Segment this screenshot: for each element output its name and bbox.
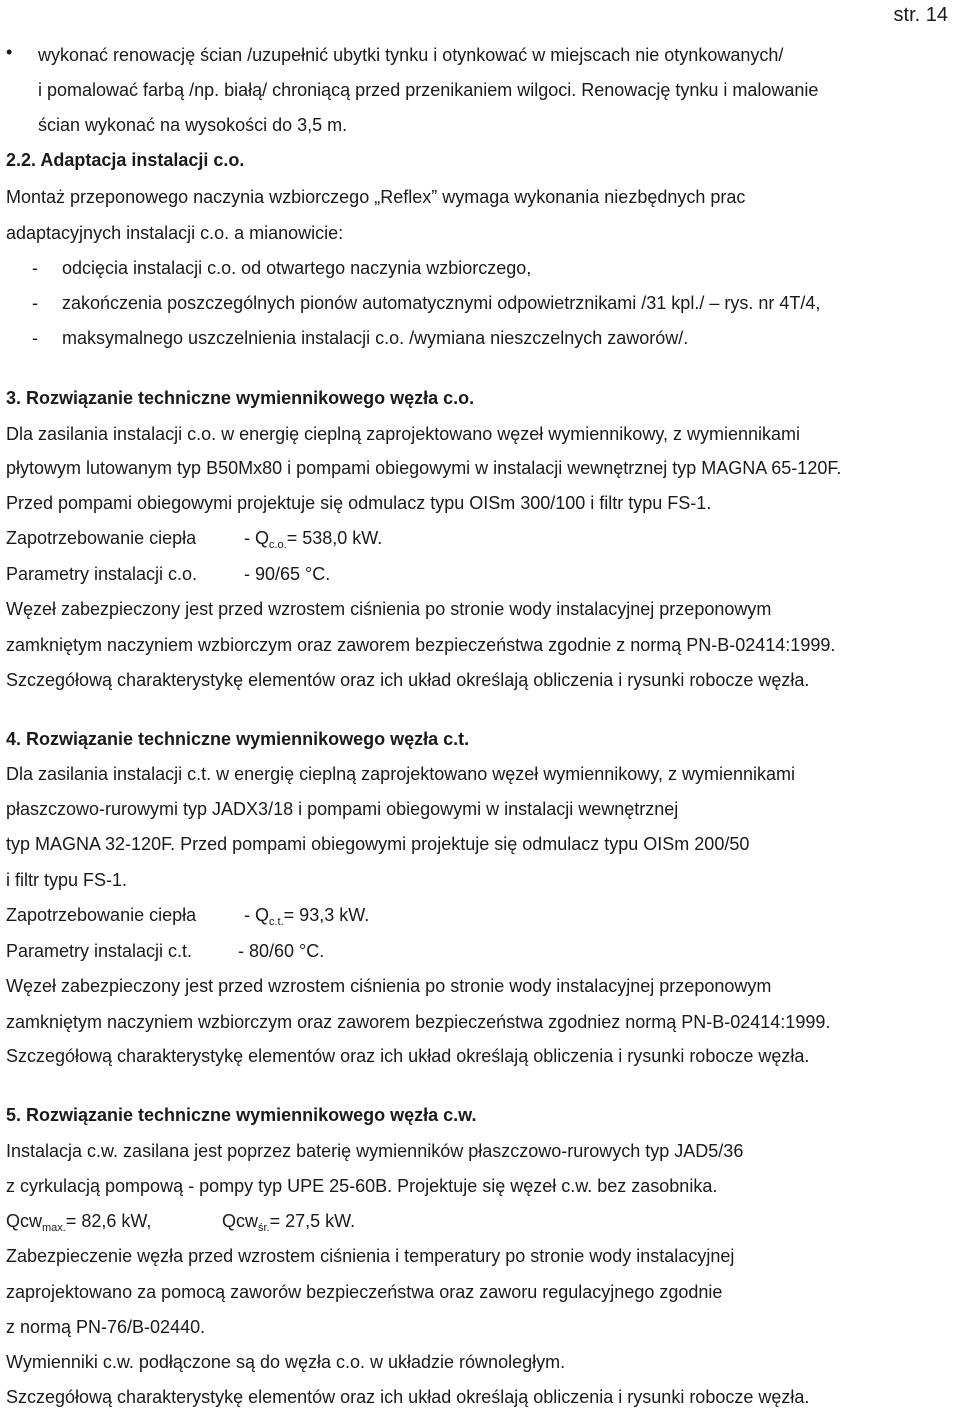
paragraph-line: zaprojektowano za pomocą zaworów bezpieczeństwa oraz zaworu regulacyjnego zgodnie bbox=[6, 1282, 723, 1302]
paragraph-line: zamkniętym naczyniem wzbiorczym oraz zaworem bezpieczeństwa zgodniez normą PN-B-02414:1999. bbox=[6, 1012, 831, 1032]
section-heading: 3. Rozwiązanie techniczne wymiennikowego węzła c.o. bbox=[6, 388, 475, 408]
paragraph-line: z cyrkulacją pompową - pompy typ UPE 25-60B. Projektuje się węzeł c.w. bez zasobnika. bbox=[6, 1176, 718, 1196]
dash-item: maksymalnego uszczelnienia instalacji c.o. /wymiana nieszczelnych zaworów/. bbox=[62, 328, 689, 348]
paragraph-line: i filtr typu FS-1. bbox=[6, 870, 128, 890]
paragraph-line: Instalacja c.w. zasilana jest poprzez baterię wymienników płaszczowo-rurowych typ JAD5/36 bbox=[6, 1141, 744, 1161]
paragraph-line: z normą PN-76/B-02440. bbox=[6, 1317, 206, 1337]
dash-marker: - bbox=[32, 293, 38, 313]
qcw-max: Qcw$_{max.}$= 82,6 kW, bbox=[6, 1211, 152, 1234]
demand-value: - $Q_{c.o.}= 538,0$ kW. bbox=[244, 528, 383, 551]
paragraph-line: płaszczowo-rurowymi typ JADX3/18 i pompami obiegowymi w instalacji wewnętrznej bbox=[6, 799, 679, 819]
section-heading: 2.2. Adaptacja instalacji c.o. bbox=[6, 150, 245, 170]
params-value: - 90/65 °C. bbox=[244, 564, 331, 584]
dash-marker: - bbox=[32, 258, 38, 278]
bullet-text-line: wykonać renowację ścian /uzupełnić ubytki tynku i otynkować w miejscach nie otynkowanych/ bbox=[38, 45, 784, 65]
params-label: Parametry instalacji c.o. bbox=[6, 564, 198, 584]
paragraph-line: Szczegółową charakterystykę elementów oraz ich układ określają obliczenia i rysunki robocze węzła. bbox=[6, 670, 810, 690]
paragraph-line: typ MAGNA 32-120F. Przed pompami obiegowymi projektuje się odmulacz typu OISm 200/50 bbox=[6, 834, 750, 854]
demand-label: Zapotrzebowanie ciepła bbox=[6, 528, 197, 548]
params-value: - 80/60 °C. bbox=[238, 941, 325, 961]
paragraph-line: Szczegółową charakterystykę elementów oraz ich układ określają obliczenia i rysunki robocze węzła. bbox=[6, 1046, 810, 1066]
section-heading: 4. Rozwiązanie techniczne wymiennikowego węzła c.t. bbox=[6, 729, 470, 749]
demand-label: Zapotrzebowanie ciepła bbox=[6, 905, 197, 925]
bullet-text-line: i pomalować farbą /np. białą/ chroniącą przed przenikaniem wilgoci. Renowację tynku i malowanie bbox=[38, 80, 819, 100]
paragraph-line: zamkniętym naczyniem wzbiorczym oraz zaworem bezpieczeństwa zgodnie z normą PN-B-02414:1999. bbox=[6, 635, 836, 655]
dash-marker: - bbox=[32, 328, 38, 348]
paragraph-line: Węzeł zabezpieczony jest przed wzrostem ciśnienia po stronie wody instalacyjnej przeponowym bbox=[6, 976, 772, 996]
section-heading: 5. Rozwiązanie techniczne wymiennikowego węzła c.w. bbox=[6, 1105, 477, 1125]
demand-value: - $Q_{c.t.}= 93,3$ kW. bbox=[244, 905, 370, 928]
paragraph-line: płytowym lutowanym typ B50Mx80 i pompami obiegowymi w instalacji wewnętrznej typ MAGNA 65-120F. bbox=[6, 458, 842, 478]
bullet-text-line: ścian wykonać na wysokości do 3,5 m. bbox=[38, 115, 348, 135]
params-label: Parametry instalacji c.t. bbox=[6, 941, 193, 961]
dash-item: odcięcia instalacji c.o. od otwartego naczynia wzbiorczego, bbox=[62, 258, 532, 278]
paragraph-line: adaptacyjnych instalacji c.o. a mianowicie: bbox=[6, 223, 344, 243]
paragraph-line: Wymienniki c.w. podłączone są do węzła c.o. w układzie równoległym. bbox=[6, 1352, 566, 1372]
page-number: str. 14 bbox=[893, 4, 948, 26]
paragraph-line: Węzeł zabezpieczony jest przed wzrostem ciśnienia po stronie wody instalacyjnej przeponowym bbox=[6, 599, 772, 619]
paragraph-line: Szczegółową charakterystykę elementów oraz ich układ określają obliczenia i rysunki robocze węzła. bbox=[6, 1387, 810, 1407]
paragraph-line: Przed pompami obiegowymi projektuje się odmulacz typu OISm 300/100 i filtr typu FS-1. bbox=[6, 493, 712, 513]
paragraph-line: Zabezpieczenie węzła przed wzrostem ciśnienia i temperatury po stronie wody instalacyjnej bbox=[6, 1246, 735, 1266]
qcw-sr: Qcw$_{śr.}$= 27,5 kW. bbox=[222, 1211, 356, 1234]
paragraph-line: Dla zasilania instalacji c.o. w energię cieplną zaprojektowano węzeł wymiennikowy, z wymiennikami bbox=[6, 424, 801, 444]
dash-item: zakończenia poszczególnych pionów automatycznymi odpowietrznikami /31 kpl./ – rys. nr 4T/4, bbox=[62, 293, 821, 313]
bullet-icon: • bbox=[6, 42, 13, 62]
paragraph-line: Dla zasilania instalacji c.t. w energię cieplną zaprojektowano węzeł wymiennikowy, z wymiennikami bbox=[6, 764, 796, 784]
paragraph-line: Montaż przeponowego naczynia wzbiorczego „Reflex” wymaga wykonania niezbędnych prac bbox=[6, 187, 746, 207]
